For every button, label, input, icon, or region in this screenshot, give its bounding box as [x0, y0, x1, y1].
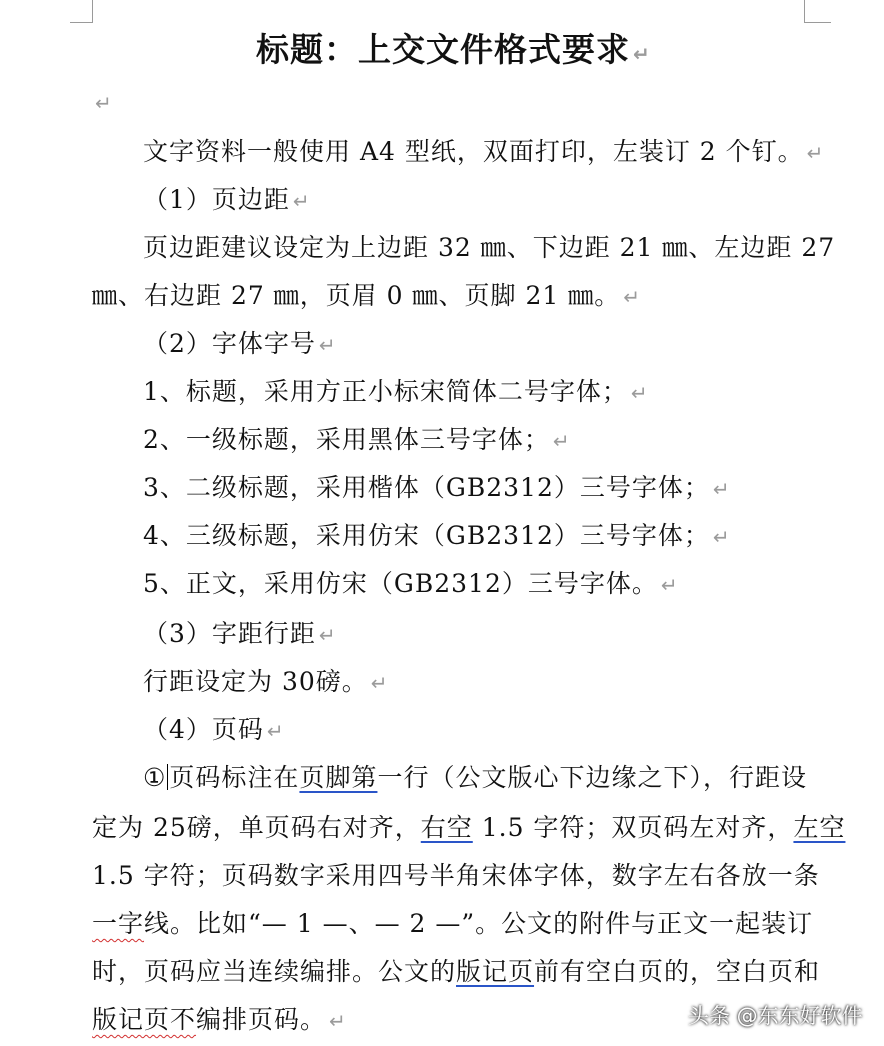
list-item-text: 1、标题，采用方正小标宋简体二号字体； — [143, 377, 628, 406]
paragraph-mark-icon: ↵ — [370, 671, 389, 695]
paragraph-mark-icon: ↵ — [623, 285, 641, 309]
list-item-text: 4、三级标题，采用仿宋（GB2312）三号字体； — [143, 521, 710, 550]
grammar-underline-text: 版记页 — [456, 957, 535, 986]
heading-text: （1）页边距 — [143, 185, 290, 214]
list-item-text: 2、一级标题，采用黑体三号字体； — [143, 425, 550, 454]
paragraph-mark-icon: ↵ — [266, 719, 285, 743]
paragraph-mark-icon: ↵ — [552, 429, 571, 453]
font-list-item — [143, 568, 679, 601]
paragraph-mark-icon: ↵ — [95, 91, 113, 115]
intro-paragraph — [143, 136, 824, 169]
section-heading-margins — [143, 184, 311, 217]
watermark: 头条 @东东好软件 — [688, 1004, 863, 1028]
section-heading-spacing — [143, 618, 337, 651]
heading-text: （3）字距行距 — [143, 619, 316, 648]
body-text: 一行（公文版心下边缘之下），行距设 — [377, 763, 807, 792]
paragraph-mark-icon: ↵ — [806, 141, 825, 165]
paragraph-mark-icon: ↵ — [318, 623, 337, 647]
margins-body-line-1 — [143, 232, 835, 264]
paragraph-mark-icon: ↵ — [630, 381, 649, 405]
paragraph-mark-icon: ↵ — [712, 525, 731, 549]
body-text: 1.5 字符；页码数字采用四号半角宋体字体，数字左右各放一条 — [92, 861, 820, 890]
margins-body-line-2 — [92, 280, 641, 313]
body-text: 页码标注在 — [169, 763, 300, 792]
grammar-underline-text: 左空 — [793, 813, 846, 842]
margin-corner-top-right — [804, 0, 831, 23]
document-title — [256, 30, 651, 74]
font-list-item — [143, 472, 731, 505]
paragraph-mark-icon: ↵ — [633, 42, 651, 66]
page-number-body-line-2 — [92, 812, 845, 844]
spelling-underline-text: 版记页不 — [92, 1005, 197, 1034]
grammar-underline-text: 页脚第 — [299, 763, 378, 792]
paragraph-mark-icon: ↵ — [318, 333, 337, 357]
paragraph-mark-icon: ↵ — [292, 189, 311, 213]
paragraph-mark-icon: ↵ — [329, 1009, 347, 1033]
font-list-item — [143, 424, 571, 457]
page-number-body-line-5 — [92, 956, 820, 988]
body-text: ㎜、右边距 27 ㎜，页眉 0 ㎜、页脚 21 ㎜。 — [92, 281, 621, 310]
font-list-item — [143, 376, 649, 409]
empty-paragraph — [92, 86, 113, 119]
body-text: 页边距建议设定为上边距 32 ㎜、下边距 21 ㎜、左边距 27 — [143, 233, 836, 262]
body-text: 前有空白页的，空白页和 — [534, 957, 821, 986]
intro-text: 文字资料一般使用 A4 型纸，双面打印，左装订 2 个钉。 — [143, 137, 804, 166]
font-list-item — [143, 520, 731, 553]
section-heading-page-numbers — [143, 714, 285, 747]
body-text: 时，页码应当连续编排。公文的 — [92, 957, 457, 986]
circled-number: ① — [143, 763, 167, 792]
page-number-body-line-4 — [92, 908, 813, 940]
body-text: 1.5 字符；双页码左对齐， — [472, 813, 794, 842]
grammar-underline-text: 右空 — [420, 813, 473, 842]
page-number-body-line-1 — [143, 762, 807, 794]
body-text: 定为 25磅，单页码右对齐， — [92, 813, 421, 842]
heading-text: （4）页码 — [143, 715, 264, 744]
page-number-body-line-6 — [92, 1004, 347, 1037]
spacing-body — [143, 666, 389, 699]
list-item-text: 3、二级标题，采用楷体（GB2312）三号字体； — [143, 473, 710, 502]
list-item-text: 5、正文，采用仿宋（GB2312）三号字体。 — [143, 569, 658, 598]
margin-corner-top-left — [70, 0, 93, 23]
page-number-body-line-3 — [92, 860, 820, 892]
body-text: 线。比如“— 1 —、— 2 —”。公文的附件与正文一起装订 — [144, 909, 814, 938]
body-text: 行距设定为 30磅。 — [143, 667, 368, 696]
body-text: 编排页码。 — [196, 1005, 327, 1034]
spelling-underline-text: 一字 — [92, 909, 145, 938]
heading-text: （2）字体字号 — [143, 329, 316, 358]
paragraph-mark-icon: ↵ — [660, 573, 679, 597]
paragraph-mark-icon: ↵ — [712, 477, 731, 501]
section-heading-fonts — [143, 328, 337, 361]
title-text: 标题：上交文件格式要求 — [256, 30, 630, 69]
